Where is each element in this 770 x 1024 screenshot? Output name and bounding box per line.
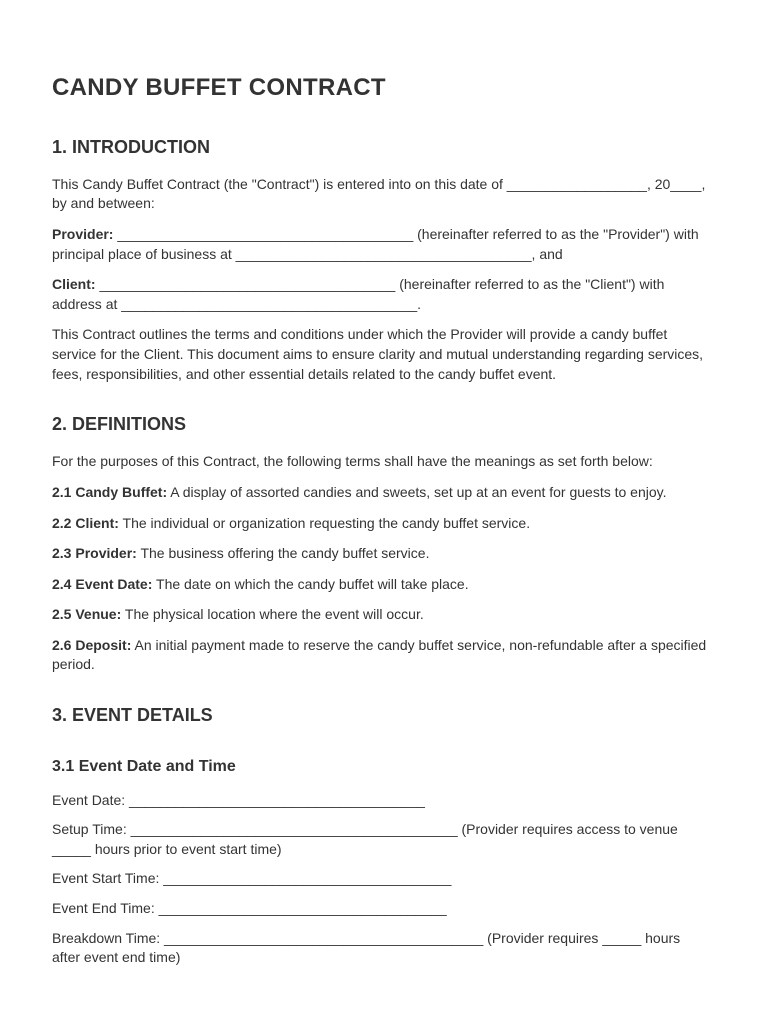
definition-term: 2.3 Provider:: [52, 545, 137, 562]
definition-term: 2.1 Candy Buffet:: [52, 483, 168, 500]
definition-text: The individual or organization requesting the candy buffet service.: [118, 514, 531, 531]
intro-opening-text: This Candy Buffet Contract (the "Contract") is entered into on this date of __________________, 20____, by and between:: [52, 175, 706, 212]
definition-term: 2.2 Client:: [52, 514, 119, 531]
definition-item-candy-buffet: [52, 483, 712, 503]
client-paragraph: [52, 275, 712, 314]
definition-text: The business offering the candy buffet service.: [136, 545, 430, 562]
section-heading-event-details: 3. EVENT DETAILS: [52, 705, 213, 726]
definition-text: An initial payment made to reserve the candy buffet service, non-refundable after a specified period.: [52, 636, 707, 673]
definitions-lead-text: For the purposes of this Contract, the following terms shall have the meanings as set forth below:: [52, 453, 653, 470]
provider-label: Provider:: [52, 225, 114, 242]
provider-paragraph: [52, 225, 712, 264]
definition-item-venue: [52, 605, 712, 625]
field-event-date: [52, 791, 712, 811]
field-event-start-time-text: Event Start Time: _____________________________________: [52, 870, 452, 887]
field-setup-time: [52, 820, 712, 859]
field-event-start-time: [52, 869, 712, 889]
field-setup-time-text: Setup Time: __________________________________________ (Provider requires access to venue _____ hours prior to event start time): [52, 821, 678, 857]
client-label: Client:: [52, 276, 96, 293]
intro-opening-paragraph: [52, 175, 712, 214]
definition-term: 2.4 Event Date:: [52, 575, 153, 592]
definition-term: 2.6 Deposit:: [52, 636, 132, 653]
field-event-date-text: Event Date: ______________________________________: [52, 791, 425, 808]
definition-item-event-date: [52, 575, 712, 595]
definition-term: 2.5 Venue:: [52, 606, 122, 623]
definition-text: The physical location where the event will occur.: [121, 606, 424, 623]
subsection-heading-event-date-time: 3.1 Event Date and Time: [52, 758, 236, 776]
client-blank-text: ______________________________________ (hereinafter referred to as the "Client") with address at ______________________________________.: [52, 276, 665, 312]
field-event-end-time-text: Event End Time: _____________________________________: [52, 900, 447, 917]
definition-item-provider: [52, 544, 712, 564]
definition-item-deposit: [52, 636, 712, 675]
purpose-text: This Contract outlines the terms and conditions under which the Provider will provide a candy buffet service for the Client. This document aims to ensure clarity and mutual understanding regarding services, fees, responsibilities, and other essential details related to the candy buffet event.: [52, 326, 704, 382]
definition-text: The date on which the candy buffet will take place.: [152, 575, 469, 592]
field-breakdown-time-text: Breakdown Time: _________________________________________ (Provider requires _____ hours after event end time): [52, 929, 681, 966]
section-heading-introduction: 1. INTRODUCTION: [52, 136, 211, 157]
definition-text: A display of assorted candies and sweets, set up at an event for guests to enjoy.: [167, 483, 667, 500]
event-detail-fields: [52, 791, 712, 968]
provider-blank-text: ______________________________________ (hereinafter referred to as the "Provider") with principal place of business at ______________________________________, and: [52, 225, 699, 262]
field-event-end-time: [52, 899, 712, 919]
purpose-paragraph: [52, 325, 712, 384]
field-breakdown-time: [52, 929, 712, 968]
document-title: CANDY BUFFET CONTRACT: [52, 74, 386, 101]
section-heading-definitions: 2. DEFINITIONS: [52, 414, 187, 435]
definition-item-client: [52, 514, 712, 534]
definitions-lead-paragraph: [52, 452, 712, 472]
